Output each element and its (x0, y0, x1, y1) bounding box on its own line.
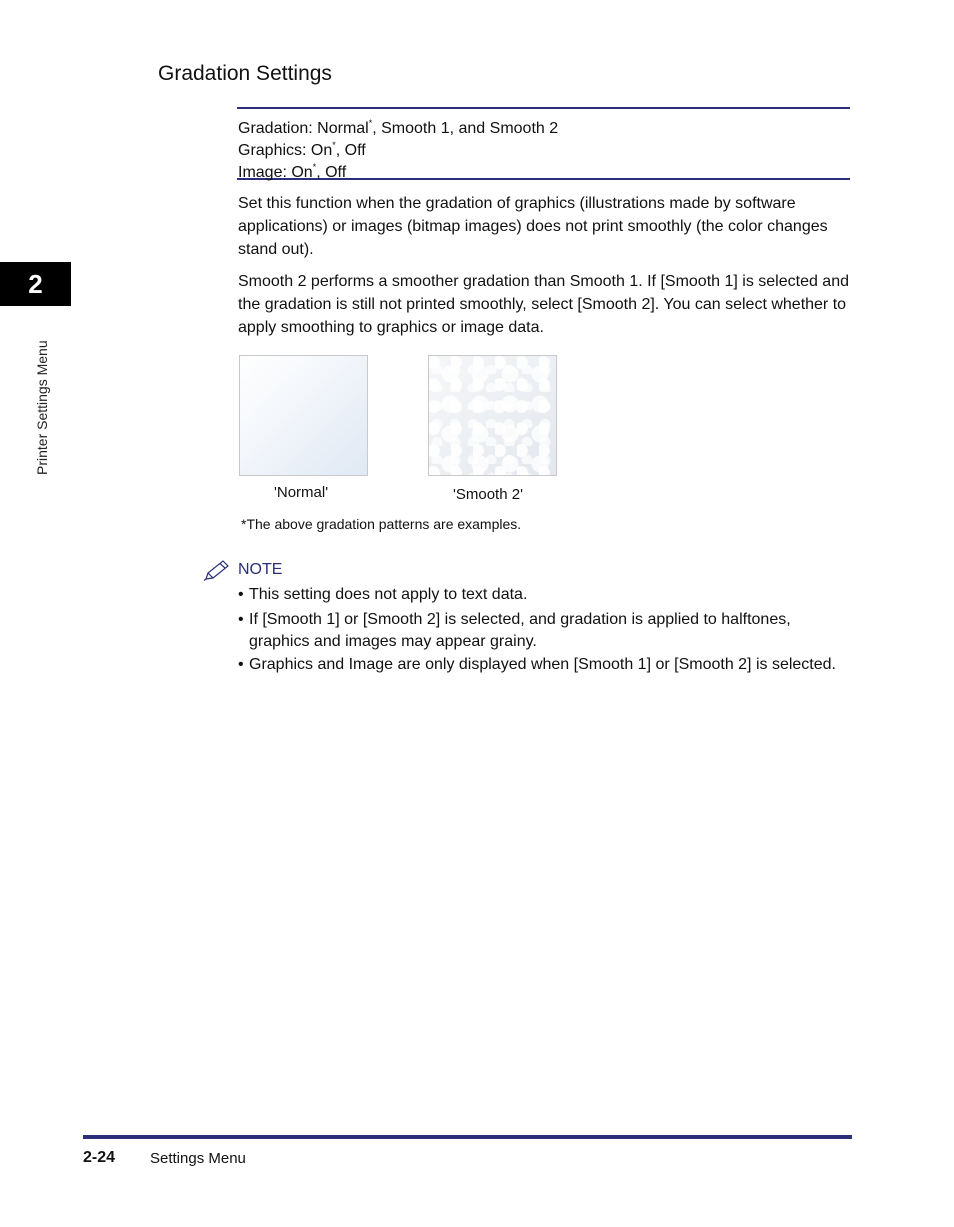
spec-gradation: Gradation: Normal*, Smooth 1, and Smooth 2 (238, 118, 559, 137)
page-title: Gradation Settings (158, 62, 332, 85)
spec-graphics: Graphics: On*, Off (238, 140, 366, 159)
page-number: 2-24 (83, 1149, 116, 1166)
description-paragraph-2: Smooth 2 performs a smoother gradation than Smooth 1. If [Smooth 1] is selected and the gradation is still not printed smoothly, select [Smooth 2]. You can select whether to apply smoothing to graphics or image data. (238, 273, 849, 336)
note-item: • Graphics and Image are only displayed when [Smooth 1] or [Smooth 2] is selected. (238, 656, 836, 673)
chapter-label: Printer Settings Menu (34, 340, 50, 475)
pencil-icon (203, 559, 231, 581)
chapter-tab: 2 (0, 262, 71, 306)
smooth2-caption: 'Smooth 2' (453, 486, 523, 503)
note-title: NOTE (238, 561, 283, 578)
footer-rule (83, 1135, 852, 1139)
footer-section: Settings Menu (150, 1150, 246, 1167)
note-item: • If [Smooth 1] or [Smooth 2] is selected, and gradation is applied to halftones, graphics and images may appear grainy. (238, 611, 791, 650)
settings-spec-box (237, 107, 850, 180)
description-paragraph-1: Set this function when the gradation of graphics (illustrations made by software applications) or images (bitmap images) does not print smoothly (the color changes stand out). (238, 195, 828, 258)
normal-gradation-sample (239, 355, 368, 476)
note-item: • This setting does not apply to text data. (238, 586, 528, 603)
smooth2-gradation-sample (428, 355, 557, 476)
spec-image: Image: On*, Off (238, 162, 347, 181)
examples-footnote: *The above gradation patterns are examples. (241, 516, 522, 532)
normal-caption: 'Normal' (274, 484, 329, 501)
